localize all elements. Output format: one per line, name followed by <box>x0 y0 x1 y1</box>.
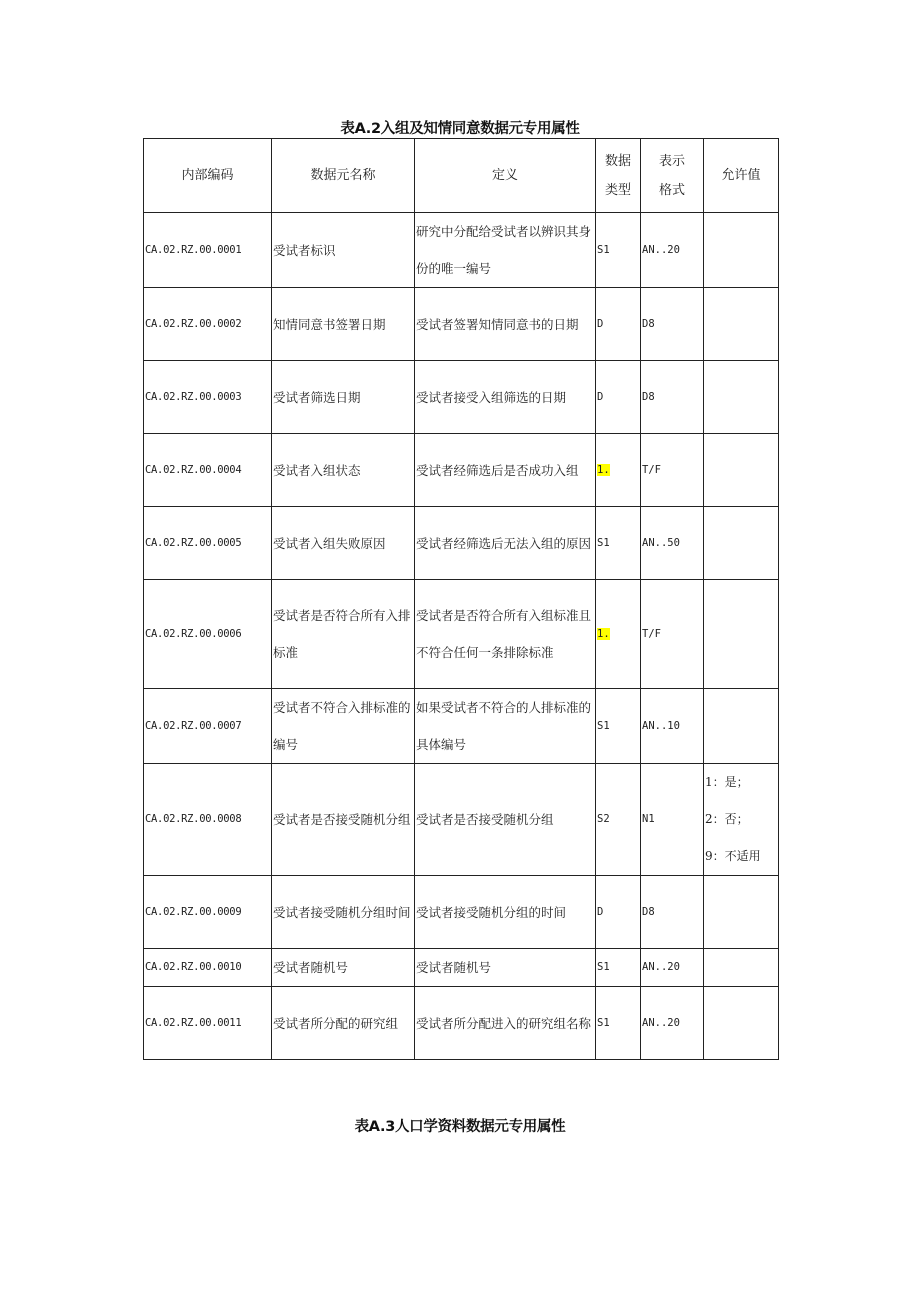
cell-allowed <box>704 987 779 1060</box>
header-format-line2: 格式 <box>658 182 685 198</box>
cell-definition: 受试者随机号 <box>415 949 596 987</box>
cell-code: CA.02.RZ.00.0011 <box>144 987 272 1060</box>
table-row <box>144 987 779 1060</box>
cell-allowed <box>704 288 779 361</box>
cell-format: D8 <box>641 876 704 949</box>
cell-definition: 受试者经筛选后是否成功入组 <box>415 434 596 507</box>
cell-type: S1 <box>596 507 641 580</box>
cell-format: AN..20 <box>641 213 704 288</box>
cell-type: S1 <box>596 949 641 987</box>
cell-format: AN..20 <box>641 949 704 987</box>
cell-type: D <box>596 876 641 949</box>
cell-format: D8 <box>641 361 704 434</box>
cell-allowed <box>704 949 779 987</box>
cell-code: CA.02.RZ.00.0008 <box>144 764 272 876</box>
cell-type: D <box>596 361 641 434</box>
cell-name: 受试者不符合入排标准的编号 <box>272 689 415 764</box>
cell-code: CA.02.RZ.00.0004 <box>144 434 272 507</box>
cell-name: 知情同意书签署日期 <box>272 288 415 361</box>
cell-code: CA.02.RZ.00.0007 <box>144 689 272 764</box>
allowed-value-2: 2：否； <box>705 812 749 826</box>
cell-allowed <box>704 434 779 507</box>
table-row <box>144 876 779 949</box>
cell-type <box>596 580 641 689</box>
header-definition: 定义 <box>415 139 596 213</box>
header-data-type-line1: 数据 <box>604 153 631 169</box>
cell-code: CA.02.RZ.00.0009 <box>144 876 272 949</box>
cell-type: D <box>596 288 641 361</box>
cell-code: CA.02.RZ.00.0001 <box>144 213 272 288</box>
cell-name: 受试者随机号 <box>272 949 415 987</box>
cell-format: T/F <box>641 580 704 689</box>
cell-allowed <box>704 580 779 689</box>
cell-format: T/F <box>641 434 704 507</box>
allowed-value-9: 9：不适用 <box>705 849 761 863</box>
cell-name: 受试者入组失败原因 <box>272 507 415 580</box>
cell-code: CA.02.RZ.00.0010 <box>144 949 272 987</box>
cell-type <box>596 434 641 507</box>
cell-format: AN..20 <box>641 987 704 1060</box>
table-row <box>144 288 779 361</box>
cell-name: 受试者筛选日期 <box>272 361 415 434</box>
header-code: 内部编码 <box>144 139 272 213</box>
cell-name: 受试者是否接受随机分组 <box>272 764 415 876</box>
table-row <box>144 434 779 507</box>
cell-allowed <box>704 507 779 580</box>
cell-allowed <box>704 361 779 434</box>
highlighted-type: 1. <box>597 463 610 476</box>
cell-format: N1 <box>641 764 704 876</box>
cell-definition: 受试者经筛选后无法入组的原因 <box>415 507 596 580</box>
cell-format: D8 <box>641 288 704 361</box>
cell-format: AN..10 <box>641 689 704 764</box>
header-format <box>641 139 704 213</box>
cell-code: CA.02.RZ.00.0006 <box>144 580 272 689</box>
cell-definition: 如果受试者不符合的人排标准的具体编号 <box>415 689 596 764</box>
cell-name: 受试者接受随机分组时间 <box>272 876 415 949</box>
cell-name: 受试者所分配的研究组 <box>272 987 415 1060</box>
cell-definition: 受试者接受随机分组的时间 <box>415 876 596 949</box>
cell-definition: 受试者签署知情同意书的日期 <box>415 288 596 361</box>
table-row <box>144 361 779 434</box>
header-data-type <box>596 139 641 213</box>
cell-definition: 受试者是否符合所有入组标准且不符合任何一条排除标准 <box>415 580 596 689</box>
cell-allowed <box>704 876 779 949</box>
header-allowed: 允许值 <box>704 139 779 213</box>
cell-type: S1 <box>596 689 641 764</box>
cell-definition: 受试者接受入组筛选的日期 <box>415 361 596 434</box>
cell-type: S1 <box>596 213 641 288</box>
table-row <box>144 580 779 689</box>
data-element-attribute-table <box>143 138 779 1060</box>
table-row <box>144 764 779 876</box>
cell-code: CA.02.RZ.00.0003 <box>144 361 272 434</box>
cell-name: 受试者标识 <box>272 213 415 288</box>
table-row <box>144 689 779 764</box>
header-format-line1: 表示 <box>658 153 685 169</box>
table-row <box>144 213 779 288</box>
cell-definition: 受试者是否接受随机分组 <box>415 764 596 876</box>
cell-definition: 受试者所分配进入的研究组名称 <box>415 987 596 1060</box>
table-row <box>144 507 779 580</box>
table-a3-caption: 表A.3人口学资料数据元专用属性 <box>354 1119 566 1135</box>
header-data-type-line2: 类型 <box>604 182 631 198</box>
cell-allowed <box>704 689 779 764</box>
table-row <box>144 949 779 987</box>
allowed-value-1: 1：是； <box>705 775 749 789</box>
cell-name: 受试者入组状态 <box>272 434 415 507</box>
cell-name: 受试者是否符合所有入排标准 <box>272 580 415 689</box>
table-header-row <box>144 139 779 213</box>
cell-code: CA.02.RZ.00.0005 <box>144 507 272 580</box>
cell-allowed <box>704 764 779 876</box>
cell-code: CA.02.RZ.00.0002 <box>144 288 272 361</box>
cell-type: S1 <box>596 987 641 1060</box>
table-a2-caption: 表A.2入组及知情同意数据元专用属性 <box>340 121 580 137</box>
cell-allowed <box>704 213 779 288</box>
cell-type: S2 <box>596 764 641 876</box>
highlighted-type: 1. <box>597 627 610 640</box>
header-name: 数据元名称 <box>272 139 415 213</box>
cell-format: AN..50 <box>641 507 704 580</box>
cell-definition: 研究中分配给受试者以辨识其身份的唯一编号 <box>415 213 596 288</box>
